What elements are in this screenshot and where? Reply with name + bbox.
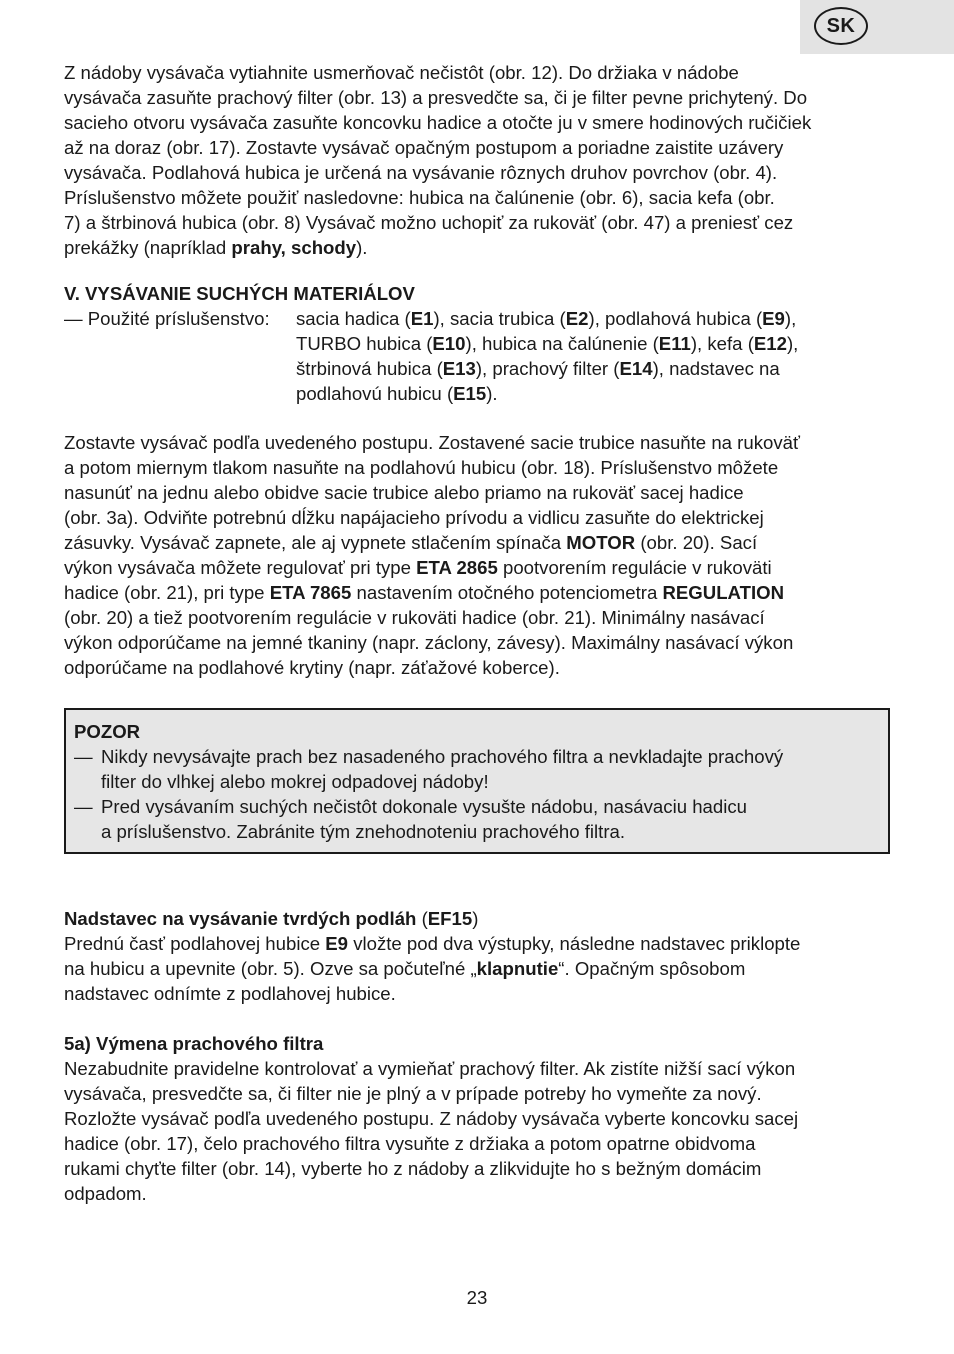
text-line: podlahovú hubicu (E15). <box>296 383 498 404</box>
text-line: rukami chyťte filter (obr. 14), vyberte ho z nádoby a zlikvidujte ho s bežným domácim <box>64 1158 762 1179</box>
text-line: zásuvky. Vysávač zapnete, ale aj vypnete stlačením spínača MOTOR (obr. 20). Sací <box>64 532 758 553</box>
filter-replacement-section <box>64 1031 890 1206</box>
accessories-items <box>296 306 890 406</box>
hard-floor-section <box>64 906 890 1006</box>
accessories-label: — Použité príslušenstvo: <box>64 308 270 329</box>
text-line: vysávača. Podlahová hubica je určená na vysávanie rôznych druhov povrchov (obr. 4). <box>64 162 778 183</box>
text-line: až na doraz (obr. 17). Zostavte vysávač opačným postupom a poriadne zaistite uzávery <box>64 137 784 158</box>
text-line: a príslušenstvo. Zabránite tým znehodnoteniu prachového filtra. <box>101 821 626 842</box>
section-heading: 5a) Výmena prachového filtra <box>64 1033 324 1054</box>
text-line: výkon vysávača môžete regulovať pri type ETA 2865 pootvorením regulácie v rukoväti <box>64 557 772 578</box>
page-number: 23 <box>466 1287 488 1308</box>
text-line: prekážky (napríklad prahy, schody). <box>64 237 368 258</box>
language-tab <box>800 0 954 54</box>
text-line: na hubicu a upevnite (obr. 5). Ozve sa počuteľné „klapnutie“. Opačným spôsobom <box>64 958 746 979</box>
text-line: TURBO hubica (E10), hubica na čalúnenie (E11), kefa (E12), <box>296 333 799 354</box>
text-line: Prednú časť podlahovej hubice E9 vložte pod dva výstupky, následne nadstavec priklopte <box>64 933 801 954</box>
text-line: odporúčame na podlahové krytiny (napr. záťažové koberce). <box>64 657 560 678</box>
warning-title: POZOR <box>74 721 141 742</box>
text-line: Z nádoby vysávača vytiahnite usmerňovač nečistôt (obr. 12). Do držiaka v nádobe <box>64 62 739 83</box>
section-heading: V. VYSÁVANIE SUCHÝCH MATERIÁLOV <box>64 283 415 304</box>
dash-glyph: — <box>74 746 93 767</box>
assembly-paragraph <box>64 430 890 680</box>
text-line: Pred vysávaním suchých nečistôt dokonale vysušte nádobu, nasávaciu hadicu <box>101 796 747 817</box>
text-line: odpadom. <box>64 1183 147 1204</box>
text-line: nasunúť na jednu alebo obidve sacie trubice alebo priamo na rukoväť sacej hadice <box>64 482 744 503</box>
text-line: vysávača zasuňte prachový filter (obr. 13) a presvedčte sa, či je filter pevne prichytený. Do <box>64 87 808 108</box>
text-line: Rozložte vysávač podľa uvedeného postupu. Z nádoby vysávača vyberte koncovku sacej <box>64 1108 799 1129</box>
text-line: výkon odporúčame na jemné tkaniny (napr. záclony, závesy). Maximálny nasávací výkon <box>64 632 794 653</box>
dash-glyph: — <box>74 796 93 817</box>
warning-item <box>74 794 888 844</box>
text-line: a potom miernym tlakom nasuňte na podlahovú hubicu (obr. 18). Príslušenstvo môžete <box>64 457 779 478</box>
text-line: Príslušenstvo môžete použiť nasledovne: hubica na čalúnenie (obr. 6), sacia kefa (obr. <box>64 187 775 208</box>
text-line: štrbinová hubica (E13), prachový filter (E14), nadstavec na <box>296 358 780 379</box>
text-line: hadice (obr. 17), čelo prachového filtra vysuňte z držiaka a potom opatrne obidvoma <box>64 1133 756 1154</box>
warning-item <box>74 744 888 794</box>
text-line: Nezabudnite pravidelne kontrolovať a vymieňať prachový filter. Ak zistíte nižší sací výkon <box>64 1058 796 1079</box>
intro-paragraph <box>64 60 890 260</box>
text-line: hadice (obr. 21), pri type ETA 7865 nastavením otočného potenciometra REGULATION <box>64 582 785 603</box>
text-line: nadstavec odnímte z podlahovej hubice. <box>64 983 396 1004</box>
text-line: (obr. 3a). Odviňte potrebnú dĺžku napájacieho prívodu a vidlicu zasuňte do elektrickej <box>64 507 764 528</box>
text-line: sacia hadica (E1), sacia trubica (E2), podlahová hubica (E9), <box>296 308 797 329</box>
warning-box <box>64 708 890 854</box>
text-line: (obr. 20) a tiež pootvorením regulácie v rukoväti hadice (obr. 21). Minimálny nasávací <box>64 607 765 628</box>
text-line: vysávača, presvedčte sa, či filter nie je plný a v prípade potreby ho vymeňte za nový. <box>64 1083 762 1104</box>
text-line: Zostavte vysávač podľa uvedeného postupu. Zostavené sacie trubice nasuňte na rukoväť <box>64 432 800 453</box>
text-line: sacieho otvoru vysávača zasuňte koncovku hadice a otočte ju v smere hodinových ručičiek <box>64 112 812 133</box>
text-line: 7) a štrbinová hubica (obr. 8) Vysávač možno uchopiť za rukoväť (obr. 47) a preniesť cez <box>64 212 794 233</box>
text-line: Nikdy nevysávajte prach bez nasadeného prachového filtra a nevkladajte prachový <box>101 746 784 767</box>
section-heading: Nadstavec na vysávanie tvrdých podláh (EF15) <box>64 908 479 929</box>
text-line: filter do vlhkej alebo mokrej odpadovej nádoby! <box>101 771 489 792</box>
language-badge: SK <box>814 7 868 45</box>
